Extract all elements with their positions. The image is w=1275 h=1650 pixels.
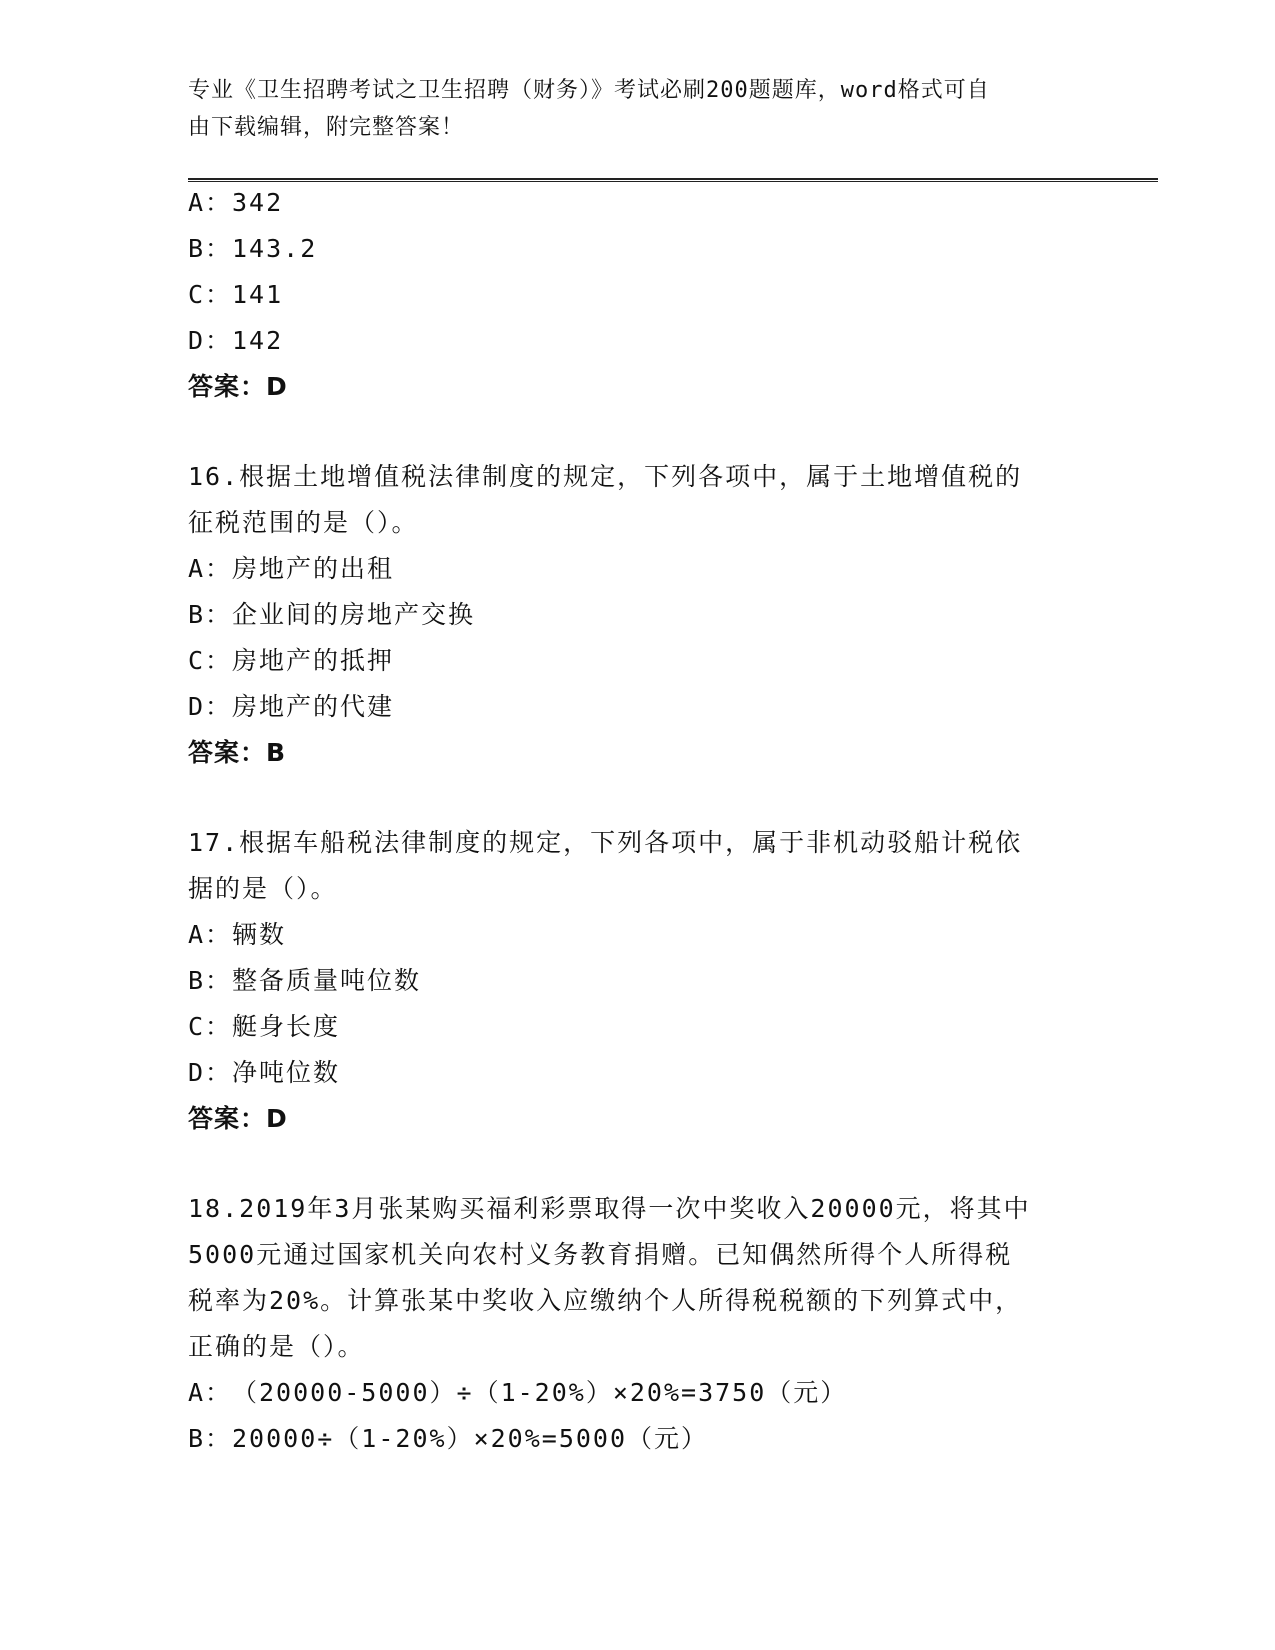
question-stem: 16.根据土地增值税法律制度的规定，下列各项中，属于土地增值税的 [188,462,1023,491]
question-list [188,180,1088,1462]
option-a: A：房地产的出租 [188,554,395,583]
question-stem: 征税范围的是（）。 [188,508,419,537]
document-header [188,72,1068,146]
answer-label: 答案：B [188,738,287,767]
option-b: B：143.2 [188,234,318,263]
question-stem: 正确的是（）。 [188,1332,365,1361]
question-stem: 17.根据车船税法律制度的规定，下列各项中，属于非机动驳船计税依 [188,828,1023,857]
question-stem: 税率为20%。计算张某中奖收入应缴纳个人所得税税额的下列算式中， [188,1286,1023,1315]
question-stem: 据的是（）。 [188,874,338,903]
option-b: B：企业间的房地产交换 [188,600,476,629]
question-18 [188,1186,1088,1462]
option-c: C：艇身长度 [188,1012,341,1041]
question-15 [188,180,1088,410]
option-b: B：整备质量吨位数 [188,966,422,995]
option-a: A：辆数 [188,920,287,949]
question-17 [188,820,1088,1142]
header-line-2: 由下载编辑，附完整答案！ [188,115,465,140]
option-a: A：（20000-5000）÷（1-20%）×20%=3750（元） [188,1378,848,1407]
option-c: C：141 [188,280,284,309]
question-stem: 5000元通过国家机关向农村义务教育捐赠。已知偶然所得个人所得税 [188,1240,1013,1269]
option-c: C：房地产的抵押 [188,646,395,675]
option-b: B：20000÷（1-20%）×20%=5000（元） [188,1424,709,1453]
option-d: D：净吨位数 [188,1058,341,1087]
question-16 [188,454,1088,776]
option-d: D：房地产的代建 [188,692,395,721]
option-a: A：342 [188,188,284,217]
header-line-1: 专业《卫生招聘考试之卫生招聘（财务）》考试必刷200题题库，word格式可自 [188,78,990,103]
option-d: D：142 [188,326,284,355]
question-stem: 18.2019年3月张某购买福利彩票取得一次中奖收入20000元，将其中 [188,1194,1031,1223]
answer-label: 答案：D [188,372,288,401]
answer-label: 答案：D [188,1104,288,1133]
